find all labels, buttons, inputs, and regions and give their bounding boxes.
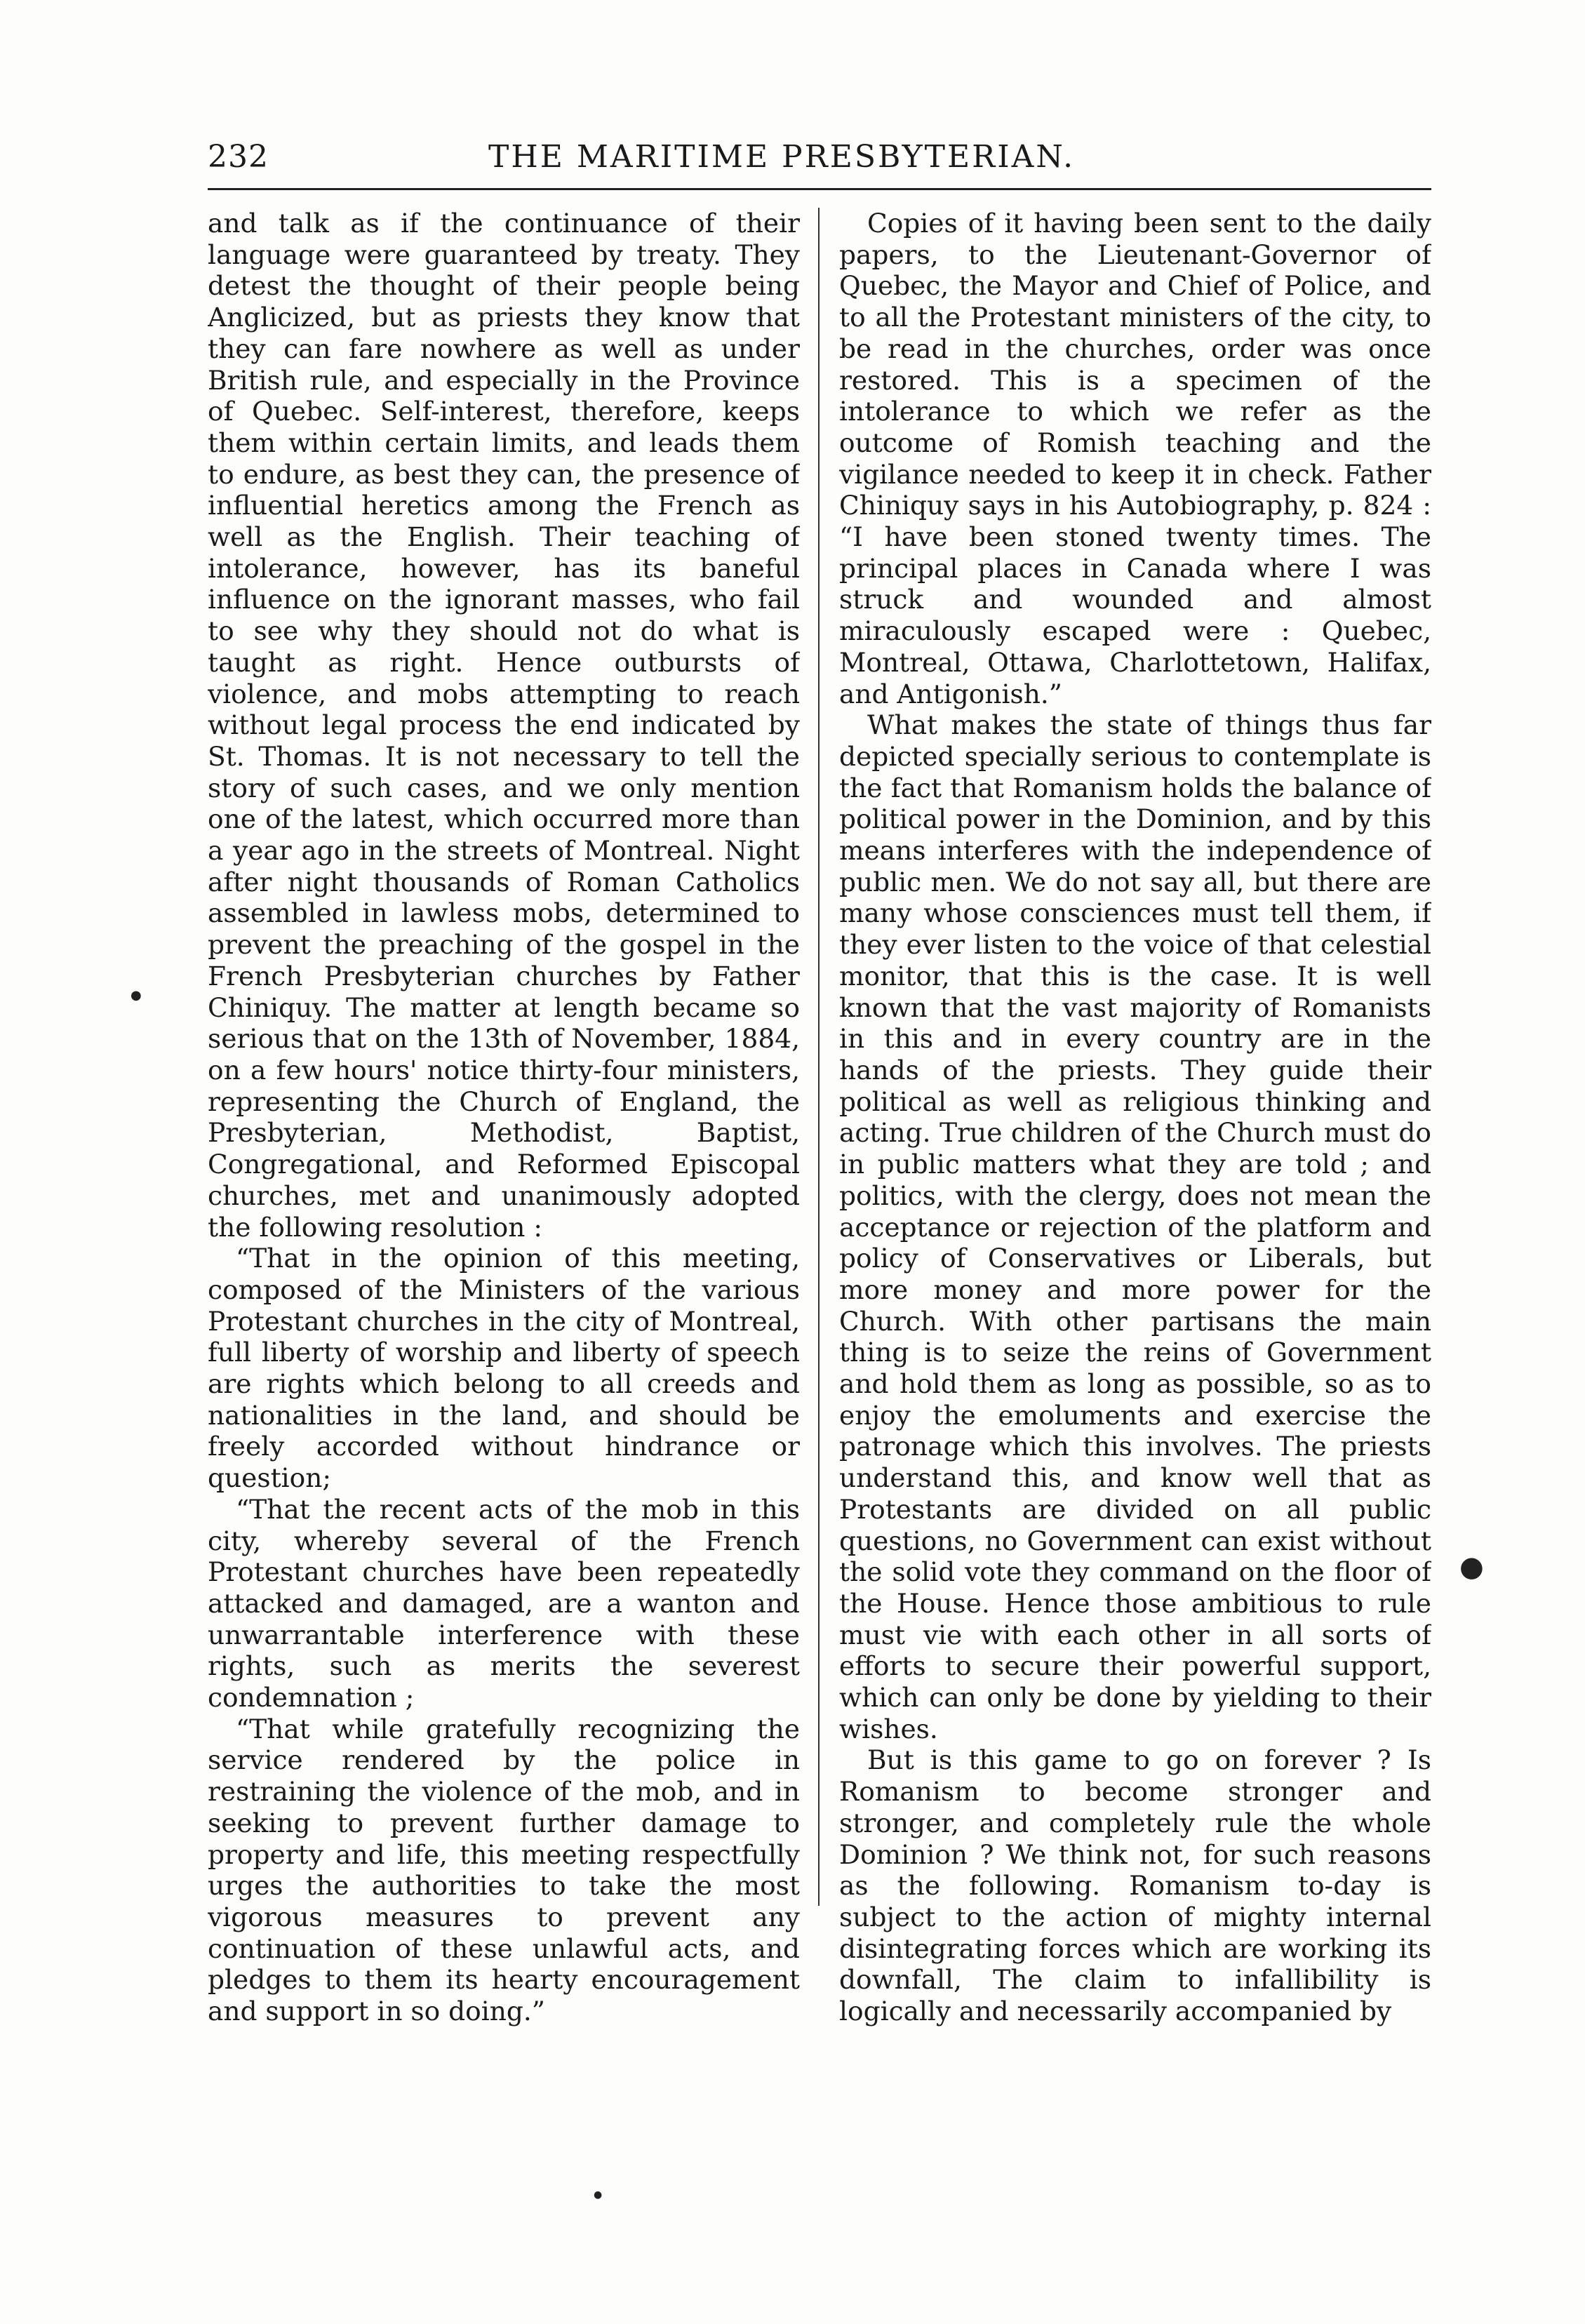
- header-rule: [208, 188, 1431, 190]
- article-body: [208, 208, 1431, 2116]
- margin-dot: ●: [131, 988, 142, 1003]
- journal-title: THE MARITIME PRESBYTERIAN.: [488, 139, 1076, 175]
- column-divider: [818, 208, 820, 1906]
- resolution-clause: “That the recent acts of the mob in this city, whereby several of the French Protestant churches have been repeatedly attacked and damaged, are a wanton and unwarrantable interference with these rights, such as merits the severest condemnation ;: [208, 1493, 800, 1714]
- left-column: [208, 208, 800, 2116]
- page-header: [208, 132, 1430, 181]
- right-column: [839, 208, 1431, 2116]
- page-number: 232: [208, 139, 269, 175]
- paragraph: and talk as if the continuance of their language were guaranteed by treaty. They detest the thought of their people being Anglicized, but as priests they know that they can fare nowhere as well as under British rule, and especially in the Province of Quebec. Self-interest, therefore, keeps them within certain limits, and leads them to endure, as best they can, the presence of influential heretics among the French as well as the English. Their teaching of intolerance, however, has its baneful influence on the ignorant masses, who fail to see why they should not do what is taught as right. Hence outbursts of violence, and mobs attempting to reach without legal process the end indicated by St. Thomas. It is not necessary to tell the story of such cases, and we only mention one of the latest, which occurred more than a year ago in the streets of Montreal. Night after night thousands of Roman Catholics assembled in lawless mobs, determined to prevent the preaching of the gospel in the French Presbyterian churches by Father Chiniquy. The matter at length became so serious that on the 13th of November, 1884, on a few hours' notice thirty-four ministers, representing the Church of England, the Presbyterian, Methodist, Baptist, Congregational, and Reformed Episcopal churches, met and unanimously adopted the following resolution :: [208, 208, 800, 1243]
- margin-ink-mark: ●: [1459, 1551, 1484, 1583]
- paragraph: But is this game to go on forever ? Is Romanism to become stronger and stronger, and completely rule the whole Dominion ? We think not, for such reasons as the following. Romanism to-day is subject to the action of mighty internal disintegrating forces which are working its downfall, The claim to infallibility is logically and necessarily accompanied by: [839, 1744, 1431, 2027]
- resolution-clause: “That in the opinion of this meeting, composed of the Ministers of the various Protestant churches in the city of Montreal, full liberty of worship and liberty of speech are rights which belong to all creeds and nationalities in the land, and should be freely accorded without hindrance or question;: [208, 1243, 800, 1494]
- paragraph: What makes the state of things thus far depicted specially serious to contemplate is the fact that Romanism holds the balance of political power in the Dominion, and by this means interferes with the independence of public men. We do not say all, but there are many whose consciences must tell them, if they ever listen to the voice of that celestial monitor, that this is the case. It is well known that the vast majority of Romanists in this and in every country are in the hands of the priests. They guide their political as well as religious thinking and acting. True children of the Church must do in public matters what they are told ; and politics, with the clergy, does not mean the acceptance or rejection of the platform and policy of Conservatives or Liberals, but more money and more power for the Church. With other partisans the main thing is to seize the reins of Government and hold them as long as possible, so as to enjoy the emoluments and exercise the patronage which this involves. The priests understand this, and know well that as Protestants are divided on all public questions, no Government can exist without the solid vote they command on the floor of the House. Hence those ambitious to rule must vie with each other in all sorts of efforts to secure their powerful support, which can only be done by yielding to their wishes.: [839, 709, 1431, 1744]
- bottom-dot: ●: [594, 2189, 603, 2201]
- resolution-clause: “That while gratefully recognizing the service rendered by the police in restraining the violence of the mob, and in seeking to prevent further damage to property and life, this meeting respectfully urges the authorities to take the most vigorous measures to prevent any continuation of these unlawful acts, and pledges to them its hearty encouragement and support in so doing.”: [208, 1713, 800, 2027]
- paragraph: Copies of it having been sent to the daily papers, to the Lieutenant-Governor of Quebec, the Mayor and Chief of Police, and to all the Protestant ministers of the city, to be read in the churches, order was once restored. This is a specimen of the intolerance to which we refer as the outcome of Romish teaching and the vigilance needed to keep it in check. Father Chiniquy says in his Autobiography, p. 824 : “I have been stoned twenty times. The principal places in Canada where I was struck and wounded and almost miraculously escaped were : Quebec, Montreal, Ottawa, Charlottetown, Halifax, and Antigonish.”: [839, 208, 1431, 709]
